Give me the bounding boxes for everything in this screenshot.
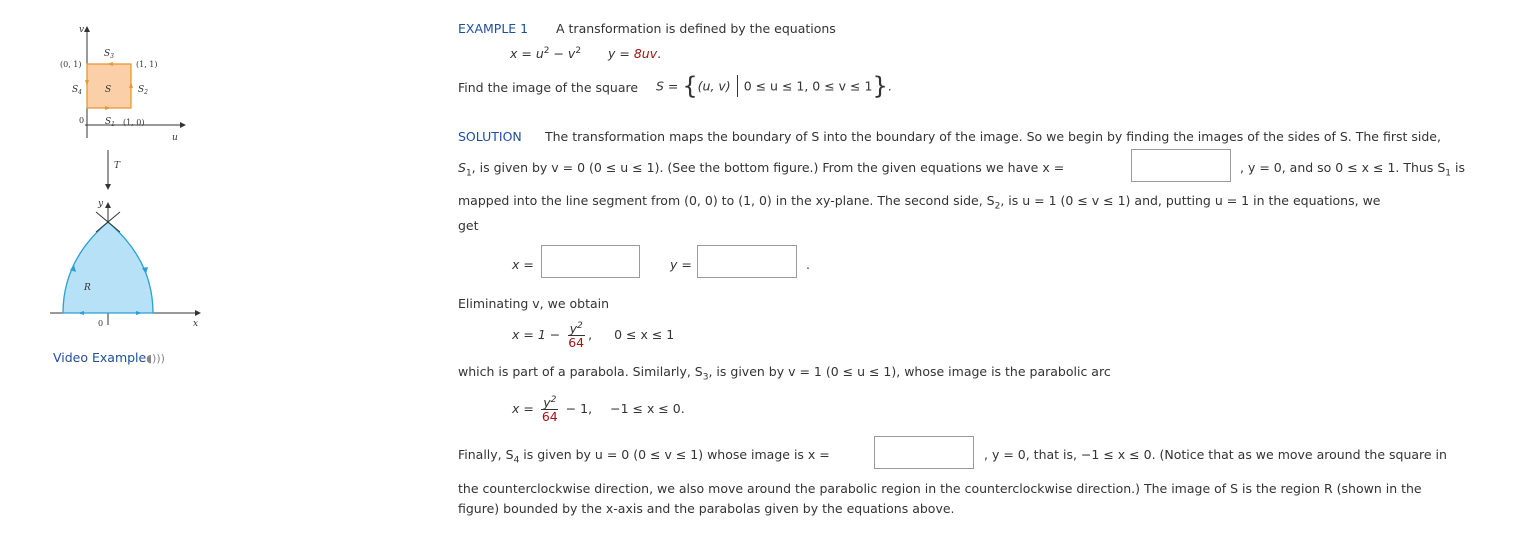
square-set: S = {(u, v) 0 ≤ u ≤ 1, 0 ≤ v ≤ 1}. xyxy=(656,72,892,100)
x-second-side-input[interactable] xyxy=(541,245,640,278)
video-example-link[interactable] xyxy=(53,350,165,365)
solution-line2: $S_1$, is given by v = 0 (0 ≤ u ≤ 1). (See the bottom figure.) From the given equations we have x = xyxy=(458,160,1065,179)
point-11-label: (1, 1) xyxy=(136,60,158,69)
transform-arrow xyxy=(90,148,130,198)
solution-line3: mapped into the line segment from (0, 0) to (1, 0) in the xy-plane. The second side, $S_2$, is u = 1 (0 ≤ v ≤ 1) and, putting u = 1 in the equations, we xyxy=(458,193,1381,212)
solution-heading: SOLUTION xyxy=(458,129,522,144)
x-fourth-side-input[interactable] xyxy=(874,436,974,469)
xy-region-figure xyxy=(50,200,210,340)
which-line: which is part of a parabola. Similarly, $S_3$, is given by v = 1 (0 ≤ u ≤ 1), whose image is the parabolic arc xyxy=(458,364,1111,383)
speaker-icon: ◖))) xyxy=(146,352,165,365)
x-axis-label: x xyxy=(193,319,199,329)
left-brace: { xyxy=(682,72,698,100)
v-axis-label: v xyxy=(79,25,85,35)
region-r-label: R xyxy=(84,283,91,293)
set-bar xyxy=(737,75,738,97)
figure-panel xyxy=(50,20,210,350)
side-s4-label: $S_4$ xyxy=(72,85,82,96)
get-x-label: x = xyxy=(512,257,534,272)
origin-label-xy: 0 xyxy=(98,319,104,328)
u-axis-label: u xyxy=(172,133,178,143)
example-heading: EXAMPLE 1 xyxy=(458,21,529,36)
x-first-side-input[interactable] xyxy=(1131,149,1231,182)
final-line2: the counterclockwise direction, we also move around the parabolic region in the counterclockwise direction.) The image of S is the region R (shown in the xyxy=(458,481,1422,496)
solution-line4: get xyxy=(458,218,479,233)
get-end: . xyxy=(806,257,810,272)
video-example-label: Video Example xyxy=(53,350,147,365)
get-y-label: y = xyxy=(670,257,692,272)
region-s-label: S xyxy=(105,85,112,95)
origin-label: 0 xyxy=(79,116,85,125)
solution-line1: The transformation maps the boundary of S into the boundary of the image. So we begin by finding the images of the sides of S. The first side, xyxy=(545,129,1441,144)
final-line1-tail: , y = 0, that is, −1 ≤ x ≤ 0. (Notice that as we move around the square in xyxy=(984,447,1447,462)
example-intro: A transformation is defined by the equations xyxy=(556,21,836,36)
equation-x: $x = u^2 - v^2$ xyxy=(510,46,582,62)
y-second-side-input[interactable] xyxy=(697,245,797,278)
final-line1: Finally, $S_4$ is given by u = 0 (0 ≤ v ≤ 1) whose image is x = xyxy=(458,447,830,466)
parabola-1: x = 1 − $\frac{y^2}{64}$ , 0 ≤ x ≤ 1 xyxy=(512,321,675,351)
solution-line2-tail: , y = 0, and so 0 ≤ x ≤ 1. Thus $S_1$ is xyxy=(1240,160,1465,179)
point-10-label: (1, 0) xyxy=(123,118,145,127)
parabola-2: x = $\frac{y^2}{64}$ − 1, −1 ≤ x ≤ 0. xyxy=(512,395,685,425)
y-axis-label: y xyxy=(98,200,104,209)
right-brace: } xyxy=(872,72,888,100)
transform-label: T xyxy=(114,161,121,171)
point-01-label: (0, 1) xyxy=(60,60,82,69)
side-s1-label: $S_1$ xyxy=(105,117,115,128)
side-s2-label: $S_2$ xyxy=(138,85,148,96)
equation-y: y = 8uv. xyxy=(608,46,662,61)
final-line3: figure) bounded by the x-axis and the parabolas given by the equations above. xyxy=(458,501,955,516)
uv-square-figure xyxy=(50,20,210,150)
find-text: Find the image of the square xyxy=(458,80,639,95)
side-s3-label: $S_3$ xyxy=(104,49,114,60)
eliminating-text: Eliminating v, we obtain xyxy=(458,296,610,311)
